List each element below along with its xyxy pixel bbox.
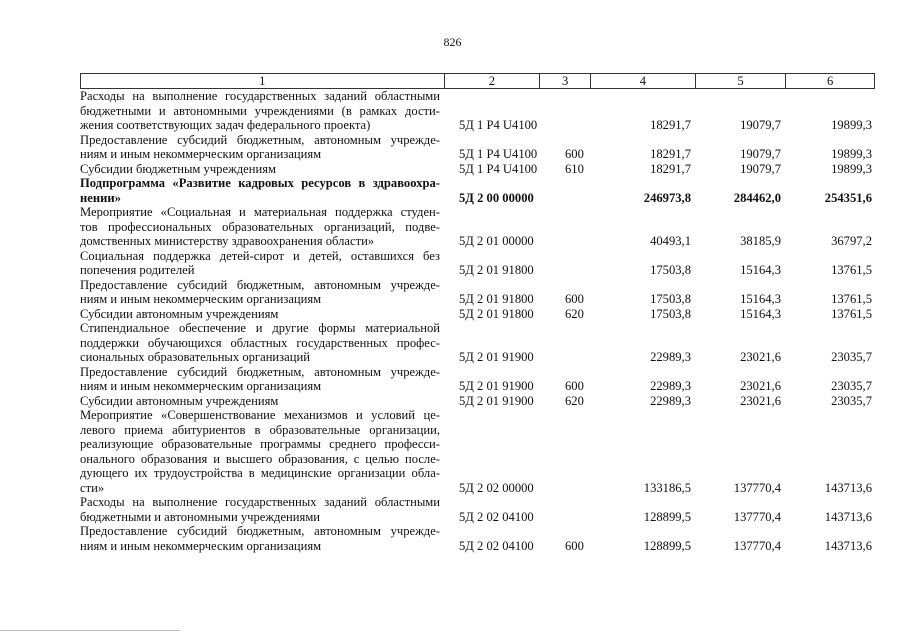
target-code: 5Д 1 Р4 U4100 xyxy=(459,118,538,132)
row-description xyxy=(80,408,440,495)
description-line: Предоставление субсидий бюджетным, автономным учрежде- xyxy=(80,277,440,292)
expense-type: 600 xyxy=(565,292,584,306)
table-row xyxy=(80,205,873,249)
amount-year-3: 13761,5 xyxy=(831,263,872,277)
table-header xyxy=(80,73,875,89)
amount-year-1: 128899,5 xyxy=(643,538,691,553)
amount-year-1: 17503,8 xyxy=(650,263,691,277)
row-description xyxy=(80,495,440,524)
description-line: ниям и иным некоммерческим организациям xyxy=(80,379,322,393)
page-number: 826 xyxy=(443,35,462,49)
amount-year-1: 17503,8 xyxy=(650,292,691,306)
amount-year-2: 23021,6 xyxy=(740,393,781,408)
amount-year-2: 15164,3 xyxy=(740,263,781,277)
amount-year-1: 22989,3 xyxy=(650,379,691,393)
expense-type: 620 xyxy=(565,306,584,321)
amount-year-1: 128899,5 xyxy=(643,509,691,524)
amount-year-2: 23021,6 xyxy=(740,379,781,393)
description-line: Предоставление субсидий бюджетным, автономным учрежде- xyxy=(80,364,440,379)
expense-type: 610 xyxy=(565,161,584,176)
header-col-1: 1 xyxy=(81,74,445,88)
amount-year-2: 137770,4 xyxy=(733,538,781,553)
table-row xyxy=(80,495,873,524)
description-line: онального образования и высшего образования, с целью после- xyxy=(80,451,440,466)
table-row xyxy=(80,249,873,278)
description-line: Подпрограмма «Развитие кадровых ресурсов в здравоохра- xyxy=(80,176,440,190)
amount-year-1: 22989,3 xyxy=(650,393,691,408)
target-code: 5Д 2 00 00000 xyxy=(459,190,534,205)
description-line: бюджетными и автономными учреждениями xyxy=(80,509,321,524)
amount-year-3: 13761,5 xyxy=(831,292,872,306)
amount-year-3: 19899,3 xyxy=(831,147,872,161)
expense-type: 600 xyxy=(565,147,584,161)
header-col-2: 2 xyxy=(445,74,541,88)
target-code: 5Д 2 01 91900 xyxy=(459,350,534,364)
description-line: Субсидии бюджетным учреждениям xyxy=(80,161,276,176)
row-description xyxy=(80,321,440,365)
table-row xyxy=(80,278,873,307)
target-code: 5Д 2 01 91800 xyxy=(459,306,534,321)
amount-year-2: 15164,3 xyxy=(740,292,781,306)
target-code: 5Д 2 01 00000 xyxy=(459,234,534,248)
description-line: Стипендиальное обеспечение и другие формы материальной xyxy=(80,321,440,335)
amount-year-1: 18291,7 xyxy=(650,118,691,132)
table-row xyxy=(80,365,873,394)
description-line: левого приема абитуриентов в образовательные организации, xyxy=(80,422,440,437)
row-description xyxy=(80,205,440,249)
description-line: домственных министерству здравоохранения области» xyxy=(80,234,375,248)
row-description xyxy=(80,89,440,133)
header-col-4: 4 xyxy=(591,74,696,88)
target-code: 5Д 2 02 00000 xyxy=(459,480,534,495)
row-description xyxy=(80,524,440,553)
amount-year-1: 18291,7 xyxy=(650,147,691,161)
amount-year-3: 143713,6 xyxy=(824,480,872,495)
amount-year-2: 137770,4 xyxy=(733,509,781,524)
row-description xyxy=(80,133,440,162)
table-row xyxy=(80,89,873,133)
target-code: 5Д 2 02 04100 xyxy=(459,509,534,524)
description-line: Предоставление субсидий бюджетным, автономным учрежде- xyxy=(80,524,440,538)
description-line: Расходы на выполнение государственных заданий областными xyxy=(80,89,440,103)
amount-year-3: 19899,3 xyxy=(831,161,872,176)
header-col-3: 3 xyxy=(540,74,591,88)
amount-year-1: 22989,3 xyxy=(650,350,691,364)
amount-year-1: 18291,7 xyxy=(650,161,691,176)
amount-year-1: 17503,8 xyxy=(650,306,691,321)
table-row xyxy=(80,408,873,495)
row-description xyxy=(80,249,440,278)
target-code: 5Д 2 01 91800 xyxy=(459,292,534,306)
amount-year-1: 40493,1 xyxy=(650,234,691,248)
description-line: Мероприятие «Социальная и материальная поддержка студен- xyxy=(80,205,440,219)
target-code: 5Д 2 01 91900 xyxy=(459,379,534,393)
row-description xyxy=(80,307,440,322)
amount-year-1: 133186,5 xyxy=(643,480,691,495)
table-row xyxy=(80,321,873,365)
table-body xyxy=(80,89,873,553)
target-code: 5Д 1 Р4 U4100 xyxy=(459,161,538,176)
amount-year-2: 38185,9 xyxy=(740,234,781,248)
description-line: ниям и иным некоммерческим организациям xyxy=(80,147,322,161)
description-line: бюджетными и автономными учреждениями (в рамках дости- xyxy=(80,103,440,118)
description-line: дующего их трудоустройства в медицинские организации обла- xyxy=(80,466,440,480)
amount-year-3: 143713,6 xyxy=(824,538,872,553)
description-line: Социальная поддержка детей-сирот и детей, оставшихся без xyxy=(80,248,440,263)
target-code: 5Д 2 01 91800 xyxy=(459,263,534,277)
expense-type: 600 xyxy=(565,538,584,553)
header-col-5: 5 xyxy=(696,74,787,88)
description-line: жения соответствующих задач федерального проекта) xyxy=(80,118,371,132)
footnote-divider xyxy=(0,630,180,631)
amount-year-2: 23021,6 xyxy=(740,350,781,364)
amount-year-3: 19899,3 xyxy=(831,118,872,132)
row-description xyxy=(80,365,440,394)
description-line: нении» xyxy=(80,190,121,205)
expense-type: 600 xyxy=(565,379,584,393)
description-line: Субсидии автономным учреждениям xyxy=(80,306,279,321)
amount-year-2: 19079,7 xyxy=(740,161,781,176)
description-line: Предоставление субсидий бюджетным, автономным учрежде- xyxy=(80,132,440,147)
description-line: ниям и иным некоммерческим организациям xyxy=(80,292,322,306)
amount-year-3: 23035,7 xyxy=(831,350,872,364)
amount-year-2: 19079,7 xyxy=(740,147,781,161)
table-row xyxy=(80,307,873,322)
amount-year-2: 284462,0 xyxy=(733,190,781,205)
target-code: 5Д 1 Р4 U4100 xyxy=(459,147,538,161)
amount-year-3: 254351,6 xyxy=(824,190,872,205)
description-line: попечения родителей xyxy=(80,263,195,277)
description-line: сти» xyxy=(80,480,105,495)
amount-year-3: 23035,7 xyxy=(831,393,872,408)
amount-year-2: 15164,3 xyxy=(740,306,781,321)
table-row xyxy=(80,133,873,162)
row-description xyxy=(80,162,440,177)
description-line: сиональных образовательных организаций xyxy=(80,350,310,364)
description-line: поддержки обучающихся областных государственных профес- xyxy=(80,335,440,350)
target-code: 5Д 2 01 91900 xyxy=(459,393,534,408)
amount-year-2: 19079,7 xyxy=(740,118,781,132)
target-code: 5Д 2 02 04100 xyxy=(459,538,534,553)
amount-year-1: 246973,8 xyxy=(643,190,691,205)
description-line: Субсидии автономным учреждениям xyxy=(80,393,279,408)
description-line: ниям и иным некоммерческим организациям xyxy=(80,538,322,553)
row-description xyxy=(80,394,440,409)
row-description xyxy=(80,176,440,205)
amount-year-3: 143713,6 xyxy=(824,509,872,524)
row-description xyxy=(80,278,440,307)
table-row xyxy=(80,176,873,205)
description-line: Расходы на выполнение государственных заданий областными xyxy=(80,495,440,509)
description-line: реализующие образовательные программы среднего професси- xyxy=(80,437,440,451)
description-line: тов профессиональных образовательных организаций, подве- xyxy=(80,219,440,234)
table-row xyxy=(80,162,873,177)
amount-year-3: 36797,2 xyxy=(831,234,872,248)
amount-year-3: 23035,7 xyxy=(831,379,872,393)
table-row xyxy=(80,524,873,553)
amount-year-3: 13761,5 xyxy=(831,306,872,321)
amount-year-2: 137770,4 xyxy=(733,480,781,495)
expense-type: 620 xyxy=(565,393,584,408)
description-line: Мероприятие «Совершенствование механизмов и условий це- xyxy=(80,408,440,422)
table-row xyxy=(80,394,873,409)
header-col-6: 6 xyxy=(827,74,834,88)
